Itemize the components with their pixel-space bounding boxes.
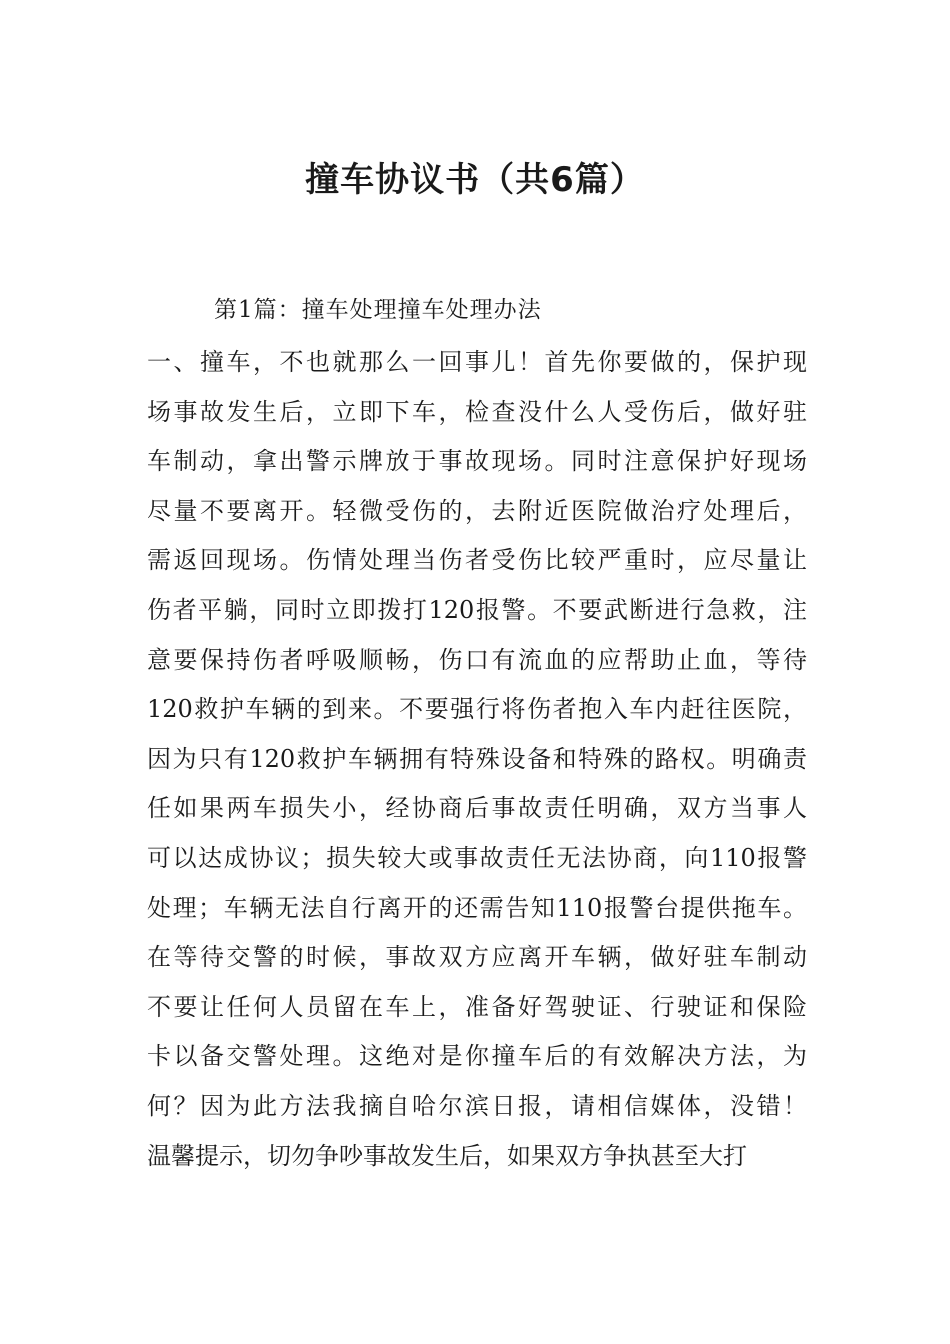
body-line: 任如果两车损失小，经协商后事故责任明确，双方当事人 (147, 794, 807, 823)
body-line: 处理；车辆无法自行离开的还需告知110报警台提供拖车。 (147, 893, 807, 922)
body-line: 不要让任何人员留在车上，准备好驾驶证、行驶证和保险 (147, 992, 807, 1021)
body-line: 因为只有120救护车辆拥有特殊设备和特殊的路权。明确责 (147, 744, 807, 773)
body-line: 温馨提示，切勿争吵事故发生后，如果双方争执甚至大打 (147, 1141, 747, 1170)
body-line: 可以达成协议；损失较大或事故责任无法协商，向110报警 (147, 843, 807, 872)
body-line: 120救护车辆的到来。不要强行将伤者抱入车内赶往医院， (147, 695, 807, 724)
body-line: 何？因为此方法我摘自哈尔滨日报，请相信媒体，没错！ (147, 1091, 807, 1120)
body-line: 需返回现场。伤情处理当伤者受伤比较严重时，应尽量让 (147, 546, 807, 575)
body-line: 在等待交警的时候，事故双方应离开车辆，做好驻车制动 (147, 943, 807, 972)
body-line: 车制动，拿出警示牌放于事故现场。同时注意保护好现场 (147, 447, 807, 476)
body-text (147, 338, 807, 1181)
body-line: 意要保持伤者呼吸顺畅，伤口有流血的应帮助止血，等待 (147, 645, 807, 674)
body-line: 一、撞车，不也就那么一回事儿！首先你要做的，保护现 (147, 348, 807, 376)
body-line: 卡以备交警处理。这绝对是你撞车后的有效解决方法，为 (147, 1042, 807, 1071)
body-line: 场事故发生后，立即下车，检查没什么人受伤后，做好驻 (147, 397, 807, 426)
body-line: 伤者平躺，同时立即拨打120报警。不要武断进行急救，注 (147, 595, 807, 624)
document-title: 撞车协议书（共6篇） (305, 160, 645, 200)
body-line: 尽量不要离开。轻微受伤的，去附近医院做治疗处理后， (147, 496, 807, 525)
section-heading: 第1篇：撞车处理撞车处理办法 (214, 297, 542, 323)
